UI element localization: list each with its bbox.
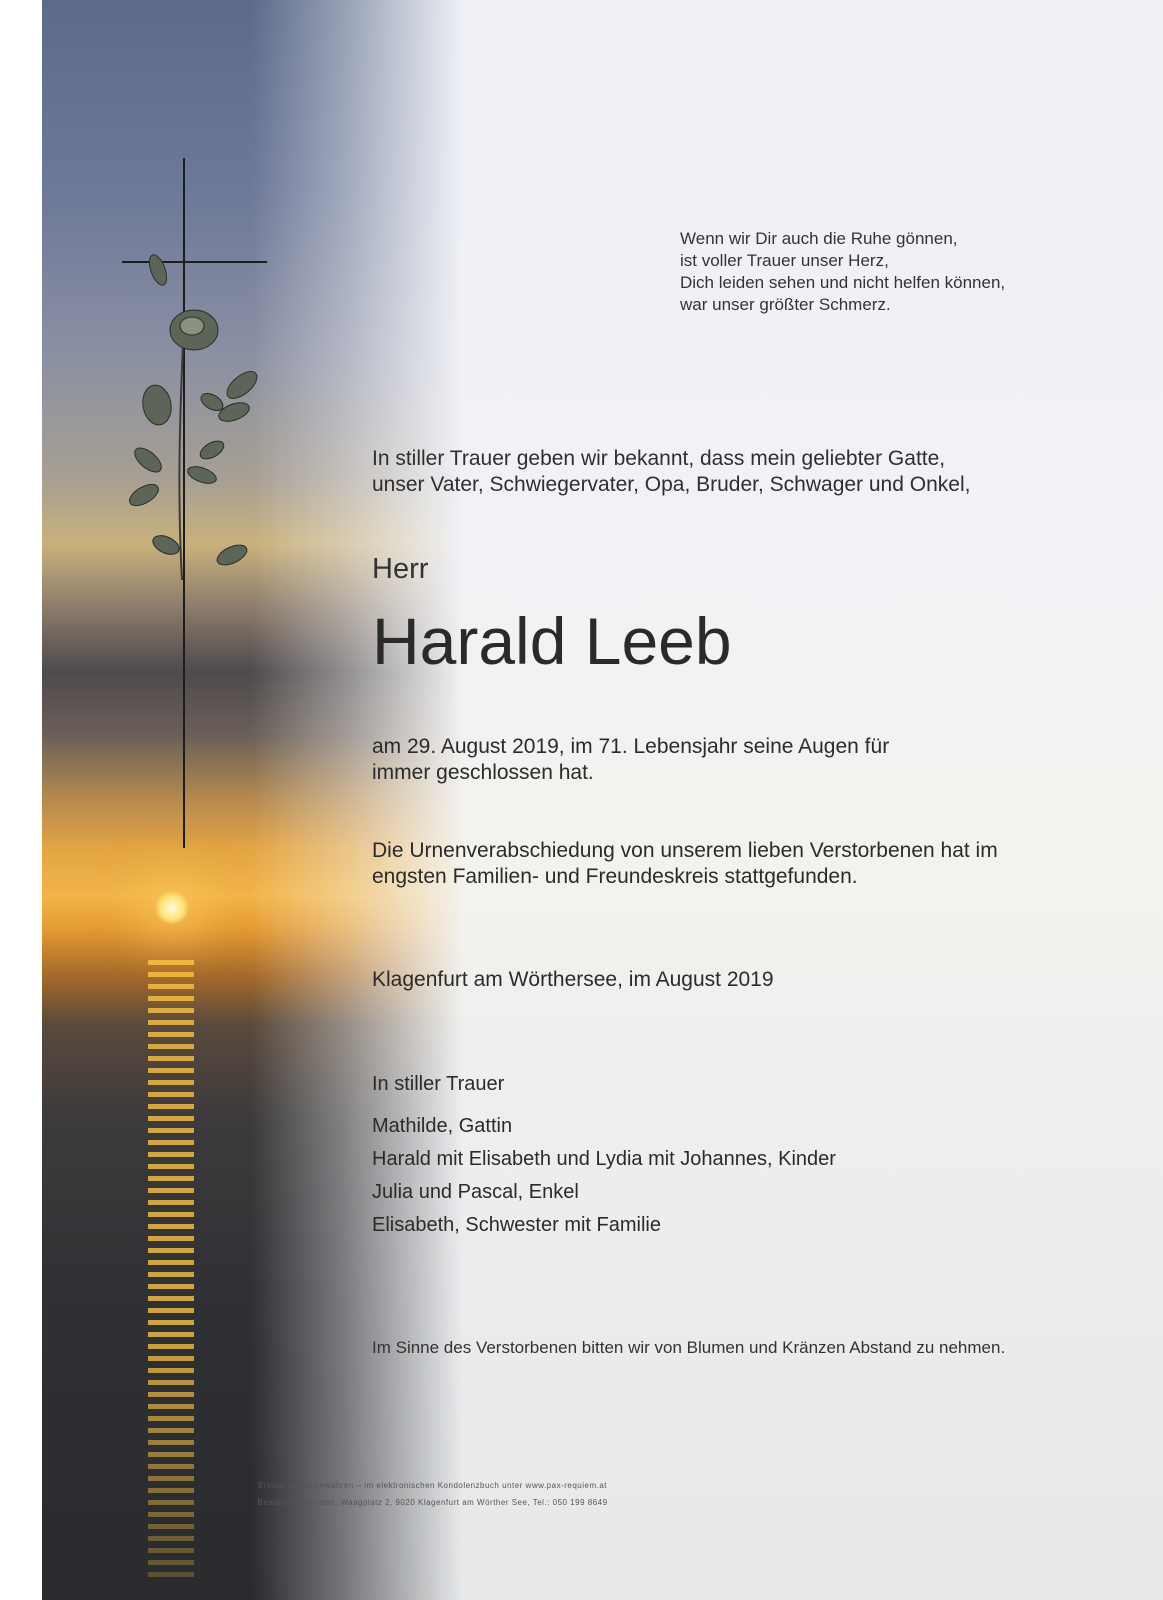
deceased-name: Harald Leeb: [372, 604, 732, 678]
footer-address: [42, 1498, 1163, 1507]
flowers-note: Im Sinne des Verstorbenen bitten wir von Blumen und Kränzen Abstand zu nehmen.: [372, 1338, 1006, 1357]
poem-line: Wenn wir Dir auch die Ruhe gönnen,: [680, 229, 958, 248]
death-line: immer geschlossen hat.: [372, 761, 594, 784]
sun: [154, 890, 190, 926]
farewell-line: engsten Familien- und Freundeskreis stattgefunden.: [372, 865, 858, 888]
poem-line: Dich leiden sehen und nicht helfen können,: [680, 273, 1006, 292]
mourners-list: [372, 1110, 836, 1242]
death-notice: [372, 734, 889, 786]
mourner: Julia und Pascal, Enkel: [372, 1181, 579, 1203]
rose-icon: [126, 253, 261, 580]
poem: [680, 228, 1005, 316]
mourner: Elisabeth, Schwester mit Familie: [372, 1214, 661, 1236]
mourners-title: In stiller Trauer: [372, 1073, 505, 1095]
mourner: Harald mit Elisabeth und Lydia mit Johannes, Kinder: [372, 1148, 836, 1170]
footer-address-text: Bestattung Kärnten, Waagplatz 2, 9020 Klagenfurt am Wörther See, Tel.: 050 199 8649: [257, 1498, 608, 1507]
footer-condolence-text: Erinnerungen bewahren – im elektronischen Kondolenzbuch unter www.pax-requiem.at: [257, 1481, 608, 1490]
salutation: Herr: [372, 553, 429, 585]
poem-line: war unser größter Schmerz.: [680, 295, 891, 314]
intro-line: unser Vater, Schwiegervater, Opa, Bruder, Schwager und Onkel,: [372, 473, 971, 496]
poem-line: ist voller Trauer unser Herz,: [680, 251, 889, 270]
death-line: am 29. August 2019, im 71. Lebensjahr seine Augen für: [372, 735, 890, 758]
farewell-notice: [372, 838, 998, 890]
announcement-intro: [372, 446, 970, 498]
mourner: Mathilde, Gattin: [372, 1115, 513, 1137]
intro-line: In stiller Trauer geben wir bekannt, dass mein geliebter Gatte,: [372, 447, 946, 470]
farewell-line: Die Urnenverabschiedung von unserem lieben Verstorbenen hat im: [372, 839, 998, 862]
place-date: Klagenfurt am Wörthersee, im August 2019: [372, 968, 774, 991]
footer-condolence: [42, 1481, 1163, 1490]
cross-icon: [122, 150, 322, 860]
obituary-sheet: [42, 0, 1163, 1600]
